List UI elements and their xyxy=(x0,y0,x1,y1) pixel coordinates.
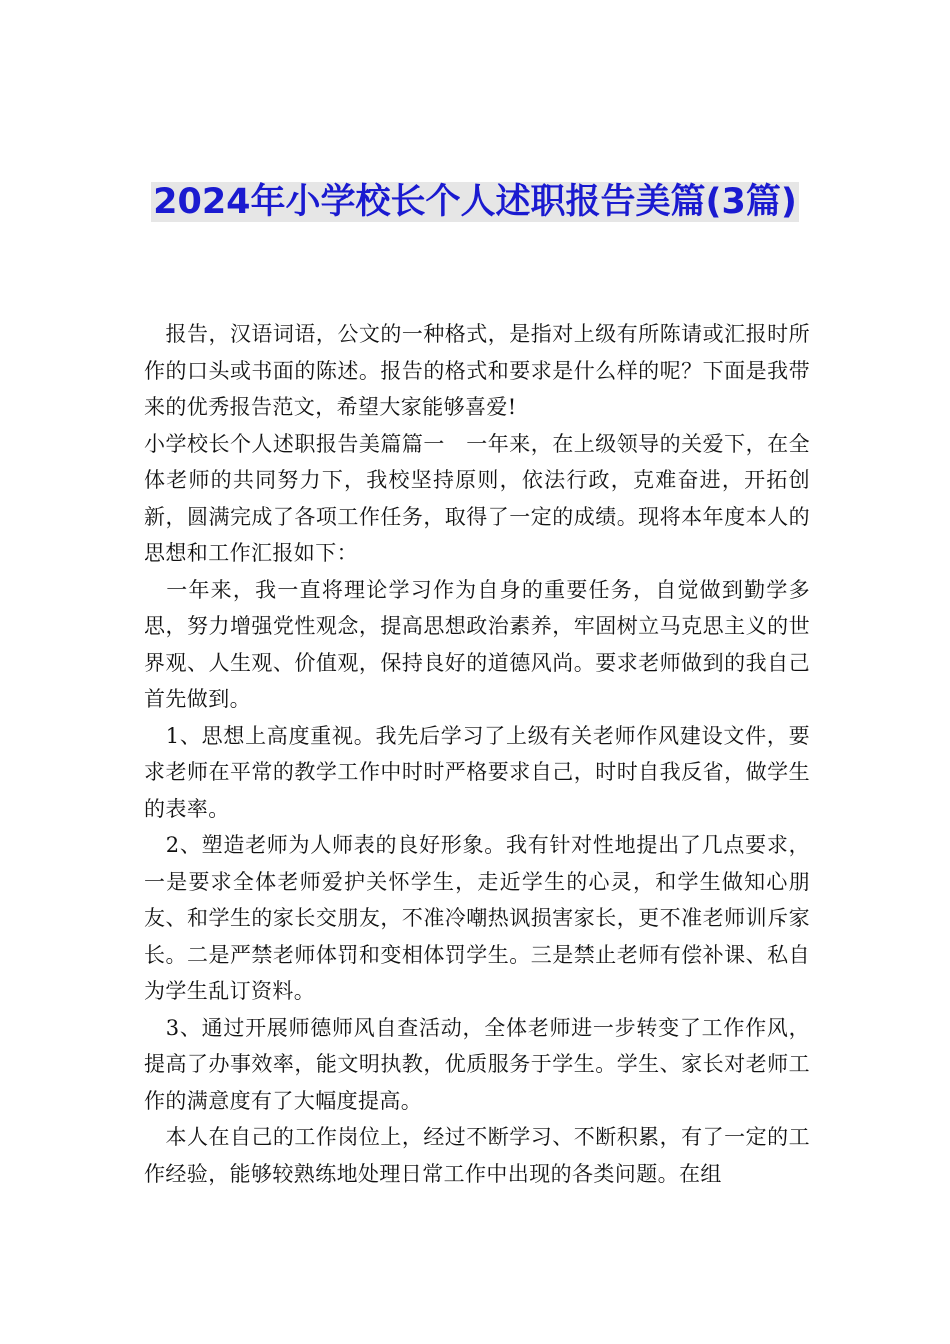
paragraph-intro: 报告，汉语词语，公文的一种格式，是指对上级有所陈请或汇报时所作的口头或书面的陈述。报告的格式和要求是什么样的呢？下面是我带来的优秀报告范文，希望大家能够喜爱! xyxy=(144,322,810,419)
document-title xyxy=(150,178,800,226)
paragraph-point-2: 2、塑造老师为人师表的良好形象。我有针对性地提出了几点要求，一是要求全体老师爱护关怀学生，走近学生的心灵，和学生做知心朋友、和学生的家长交朋友，不准冷嘲热讽损害家长，更不准老师训斥家长。二是严禁老师体罚和变相体罚学生。三是禁止老师有偿补课、私自为学生乱订资料。 xyxy=(144,833,810,1003)
paragraph-article-one-opening: 小学校长个人述职报告美篇篇一 一年来，在上级领导的关爱下，在全体老师的共同努力下，我校坚持原则，依法行政，克难奋进，开拓创新，圆满完成了各项工作任务，取得了一定的成绩。现将本年度本人的思想和工作汇报如下： xyxy=(144,431,810,565)
paragraph-point-3: 3、通过开展师德师风自查活动，全体老师进一步转变了工作作风，提高了办事效率，能文明执教，优质服务于学生。学生、家长对老师工作的满意度有了大幅度提高。 xyxy=(144,1015,810,1113)
document-body xyxy=(144,316,810,1192)
document-title-text: 2024年小学校长个人述职报告美篇(3篇) xyxy=(153,182,797,222)
paragraph-work-experience: 本人在自己的工作岗位上，经过不断学习、不断积累，有了一定的工作经验，能够较熟练地处理日常工作中出现的各类问题。在组 xyxy=(144,1125,810,1186)
paragraph-theory-study: 一年来，我一直将理论学习作为自身的重要任务，自觉做到勤学多思，努力增强党性观念，提高思想政治素养，牢固树立马克思主义的世界观、人生观、价值观，保持良好的道德风尚。要求老师做到的我自己首先做到。 xyxy=(144,577,810,711)
paragraph-point-1: 1、思想上高度重视。我先后学习了上级有关老师作风建设文件，要求老师在平常的教学工作中时时严格要求自己，时时自我反省，做学生的表率。 xyxy=(144,723,810,821)
